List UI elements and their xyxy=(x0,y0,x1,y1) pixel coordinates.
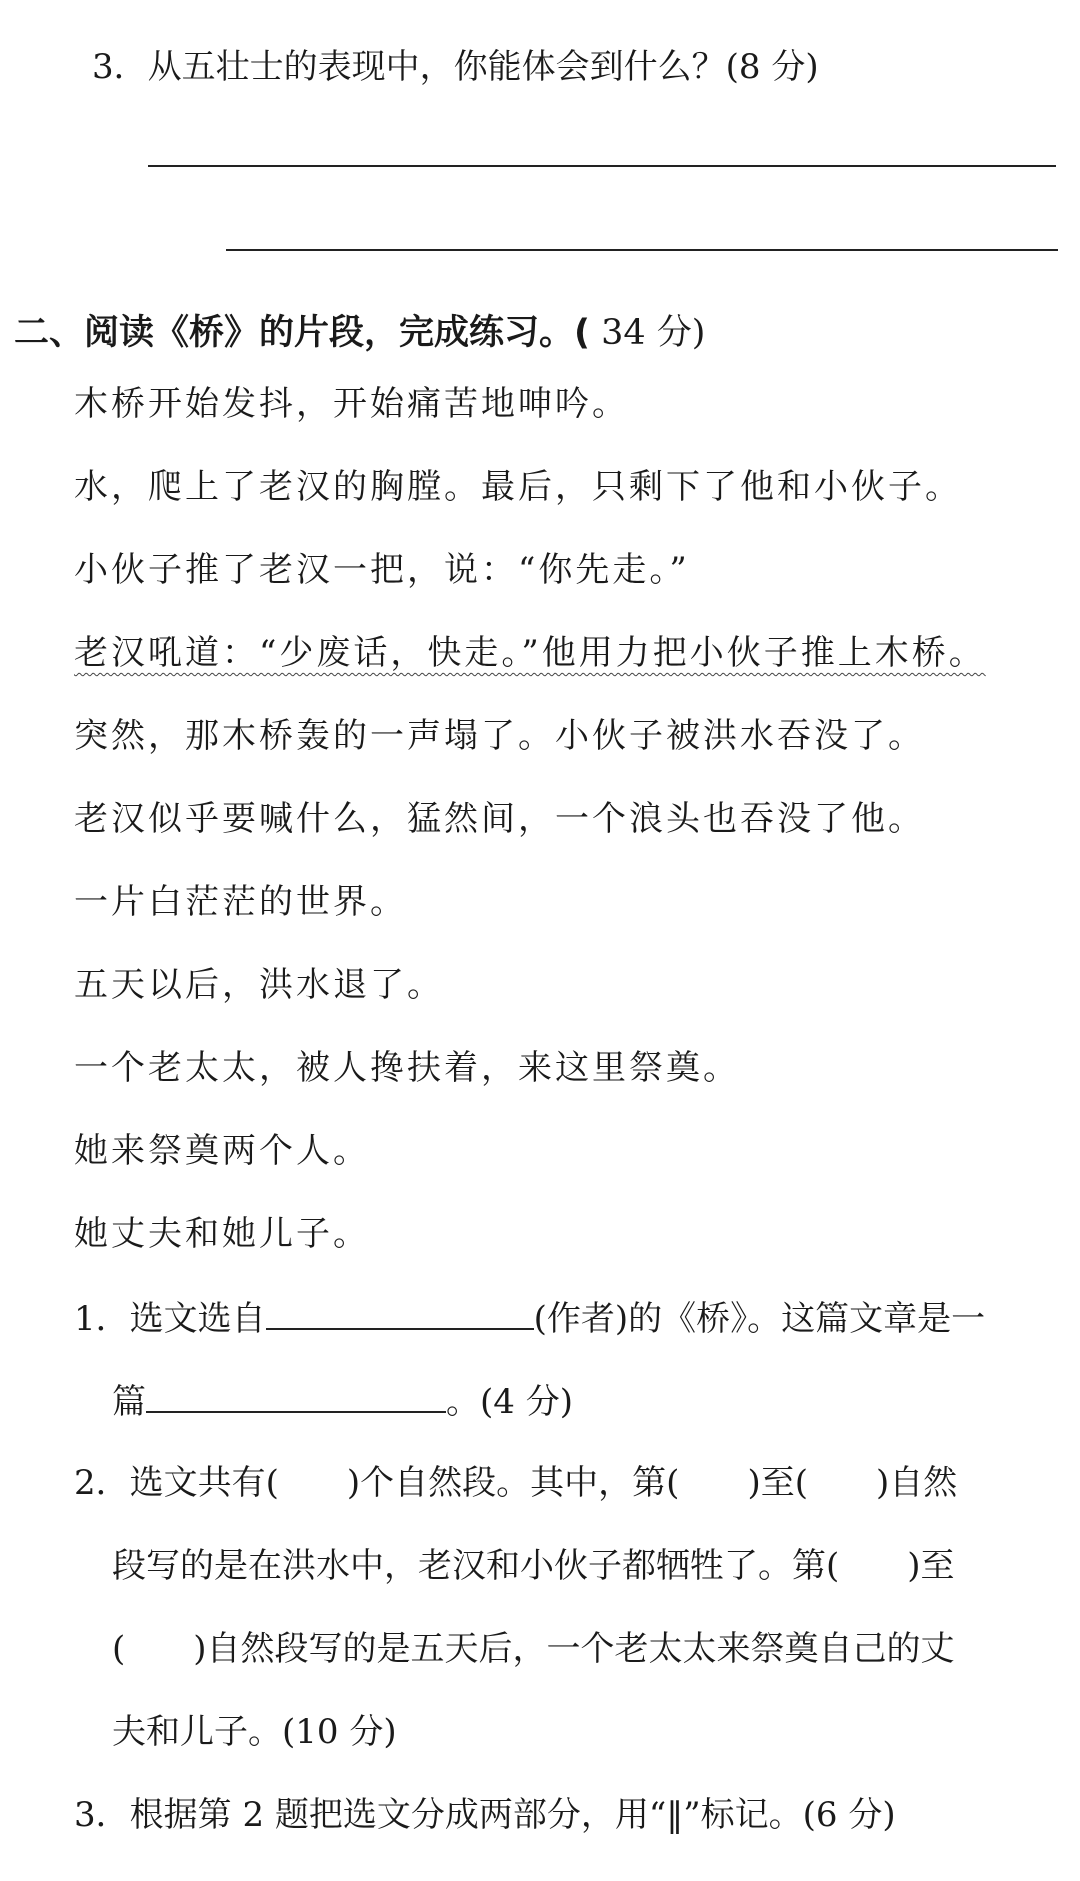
passage-line-10: 她来祭奠两个人。 xyxy=(74,1131,370,1171)
q2-text-c: )至( xyxy=(747,1463,808,1503)
q2-text-a: 2．选文共有( xyxy=(74,1463,279,1503)
passage-line-8: 五天以后，洪水退了。 xyxy=(74,965,444,1005)
passage-line-9: 一个老太太，被人搀扶着，来这里祭奠。 xyxy=(74,1048,740,1088)
question-1-line-1 xyxy=(74,1299,986,1339)
passage-line-7: 一片白茫茫的世界。 xyxy=(74,882,407,922)
q2-text-d: )自然 xyxy=(875,1463,958,1503)
answer-line-2[interactable] xyxy=(226,249,1058,251)
section-2-score: 34 分) xyxy=(590,313,706,353)
passage-line-5: 突然，那木桥轰的一声塌了。小伙子被洪水吞没了。 xyxy=(74,716,925,756)
question-2-line-2 xyxy=(112,1546,955,1586)
q1-text-d: 。(4 分) xyxy=(446,1382,573,1422)
q1-text-b: (作者)的《桥》。这篇文章是一 xyxy=(533,1299,986,1339)
passage-line-1: 木桥开始发抖，开始痛苦地呻吟。 xyxy=(74,384,629,424)
question-3-top: 3．从五壮士的表现中，你能体会到什么？(8 分) xyxy=(92,47,819,87)
q1-author-blank[interactable] xyxy=(266,1300,534,1330)
q2-text-b: )个自然段。其中，第( xyxy=(346,1463,680,1503)
q2-text-e: 段写的是在洪水中，老汉和小伙子都牺牲了。第( xyxy=(112,1546,840,1586)
q2-text-f: )至 xyxy=(907,1546,955,1586)
passage-line-2: 水，爬上了老汉的胸膛。最后，只剩下了他和小伙子。 xyxy=(74,467,962,507)
q2-text-h: )自然段写的是五天后，一个老太太来祭奠自己的丈 xyxy=(193,1629,955,1669)
q2-text-g: ( xyxy=(112,1629,126,1669)
q1-text-a: 1．选文选自 xyxy=(74,1299,266,1339)
question-2-line-1 xyxy=(74,1463,958,1503)
q1-genre-blank[interactable] xyxy=(146,1383,446,1413)
passage-line-11: 她丈夫和她儿子。 xyxy=(74,1214,370,1254)
question-3-bottom: 3．根据第 2 题把选文分成两部分，用“‖”标记。(6 分) xyxy=(74,1795,896,1835)
q1-text-c: 篇 xyxy=(112,1382,146,1422)
passage-line-3: 小伙子推了老汉一把，说：“你先走。” xyxy=(74,550,690,590)
section-2-heading xyxy=(14,305,705,355)
question-2-line-3 xyxy=(112,1629,955,1669)
passage-line-4-underlined: 老汉吼道：“少废话，快走。”他用力把小伙子推上木桥。 xyxy=(74,633,986,673)
passage-line-6: 老汉似乎要喊什么，猛然间，一个浪头也吞没了他。 xyxy=(74,799,925,839)
question-2-line-4: 夫和儿子。(10 分) xyxy=(112,1712,397,1752)
section-2-title: 二、阅读《桥》的片段，完成练习。( xyxy=(14,313,590,353)
question-1-line-2 xyxy=(112,1382,573,1422)
answer-line-1[interactable] xyxy=(148,165,1056,167)
